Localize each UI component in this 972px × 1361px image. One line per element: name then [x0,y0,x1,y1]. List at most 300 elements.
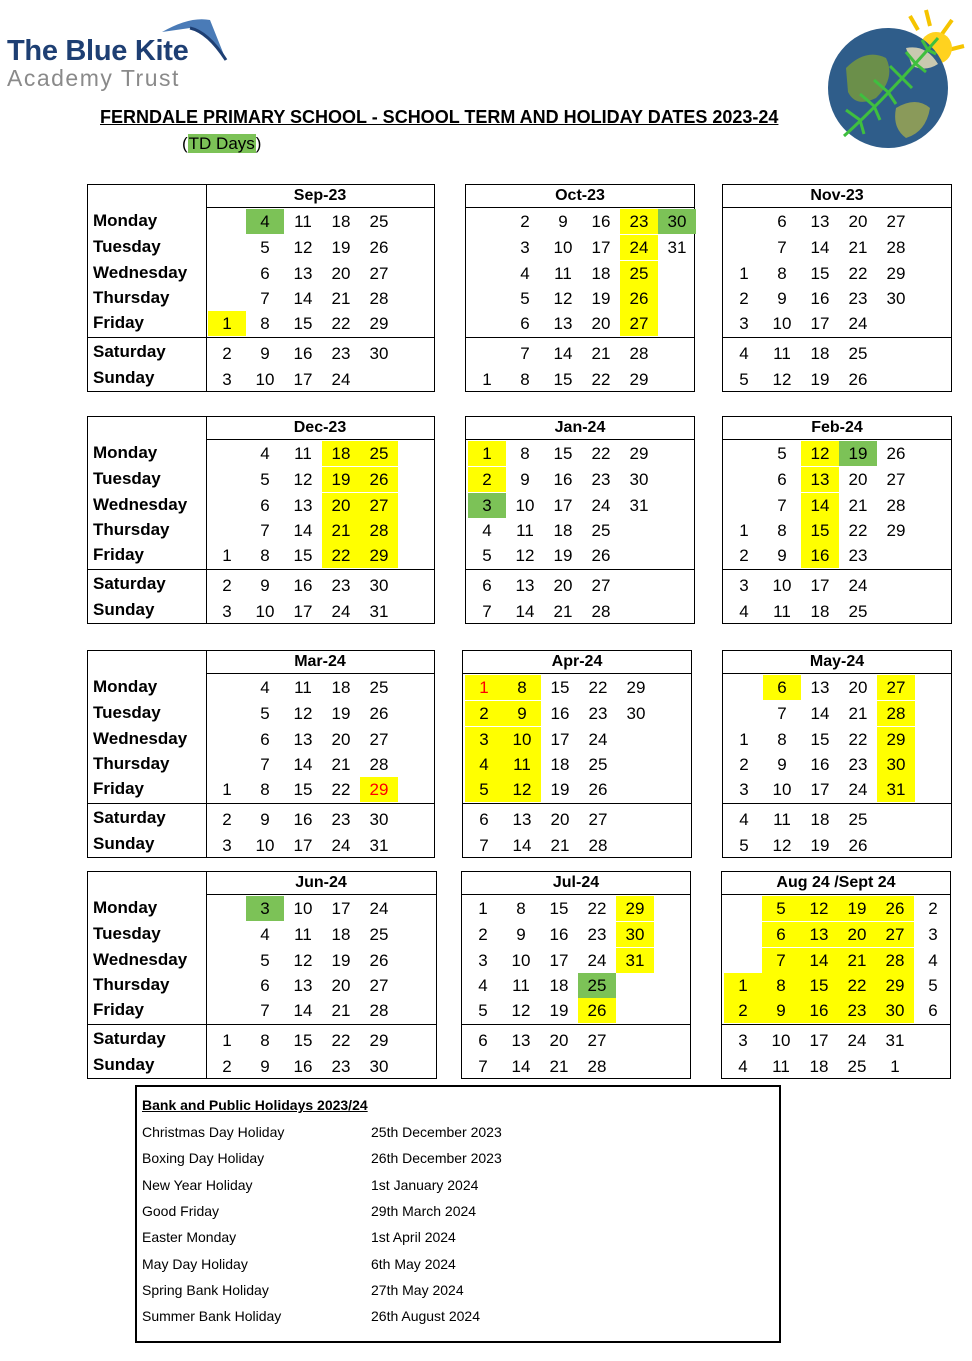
day-cell: 24 [620,235,658,260]
day-cell: 22 [588,678,608,697]
month-header: Oct-23 [466,185,694,208]
day-cell: 29 [877,727,915,752]
day-cell: 29 [616,896,654,921]
day-cell: 19 [331,238,351,257]
day-label: Thursday [93,754,170,773]
day-cell: 5 [777,444,787,463]
day-cell: 6 [478,1031,488,1050]
day-label: Monday [93,443,158,462]
day-cell: 2 [739,546,749,565]
day-cell: 4 [260,444,270,463]
month-aug-24-sept-24 [721,871,951,1079]
day-cell: 18 [331,925,351,944]
month-sep-23 [87,184,435,392]
day-cell: 23 [331,576,351,595]
day-cell: 25 [588,755,608,774]
td-days-label: TD Days [188,134,255,153]
holiday-date: 27th May 2024 [371,1281,464,1298]
day-cell: 22 [591,444,611,463]
day-cell: 1 [739,264,749,283]
day-cell: 23 [331,810,351,829]
day-cell: 7 [260,1001,270,1020]
day-cell: 27 [369,730,389,749]
day-label: Friday [93,545,145,564]
day-cell: 19 [549,1001,569,1020]
day-cell: 15 [810,264,830,283]
day-cell: 4 [739,602,749,621]
bank-holidays-title: Bank and Public Holidays 2023/24 [142,1097,368,1113]
day-cell: 25 [848,602,868,621]
day-cell: 27 [886,470,906,489]
day-cell: 2 [478,925,488,944]
day-cell: 4 [478,976,488,995]
day-cell: 1 [890,1057,900,1076]
day-label: Saturday [93,342,166,361]
holiday-date: 6th May 2024 [371,1255,456,1272]
day-cell: 3 [738,1031,748,1050]
day-cell: 15 [810,730,830,749]
day-cell: 25 [620,261,658,286]
day-cell: 27 [587,1031,607,1050]
day-cell: 7 [482,602,492,621]
day-cell: 26 [360,467,398,492]
day-cell: 5 [465,777,503,802]
day-cell: 20 [322,493,360,518]
weekend-divider [88,337,434,338]
day-cell: 1 [739,730,749,749]
day-cell: 8 [777,264,787,283]
day-cell: 17 [810,780,830,799]
day-cell: 28 [886,238,906,257]
day-label: Saturday [93,574,166,593]
day-cell: 10 [511,951,531,970]
month-header: Feb-24 [723,417,951,440]
day-cell: 1 [222,546,232,565]
day-cell: 9 [260,810,270,829]
day-cell: 10 [772,576,792,595]
day-cell: 25 [848,344,868,363]
day-cell: 14 [553,344,573,363]
day-cell: 2 [724,998,762,1023]
day-cell: 23 [620,209,658,234]
day-cell: 3 [222,836,232,855]
day-cell: 28 [588,836,608,855]
day-cell: 23 [331,344,351,363]
day-cell: 12 [772,836,792,855]
day-cell: 19 [550,780,570,799]
day-cell: 8 [516,899,526,918]
weekend-divider [88,1024,436,1025]
day-cell: 31 [369,836,389,855]
day-cell: 22 [848,521,868,540]
day-cell: 19 [810,370,830,389]
day-cell: 15 [801,518,839,543]
bank-holidays-box [135,1085,781,1343]
day-cell: 22 [848,264,868,283]
weekend-divider [723,337,951,338]
holiday-name: Christmas Day Holiday [142,1124,285,1140]
day-cell: 15 [293,1031,313,1050]
day-cell: 4 [739,344,749,363]
day-cell: 21 [553,602,573,621]
day-cell: 8 [777,521,787,540]
day-label: Tuesday [93,703,161,722]
day-cell: 12 [293,951,313,970]
weekend-divider [88,803,434,804]
day-label: Thursday [93,288,170,307]
day-cell: 19 [810,836,830,855]
day-cell: 15 [549,899,569,918]
day-cell: 9 [520,470,530,489]
day-cell: 23 [591,470,611,489]
day-cell: 15 [553,370,573,389]
day-cell: 23 [848,546,868,565]
day-cell: 11 [773,344,791,363]
day-cell: 29 [876,973,914,998]
day-cell: 10 [293,899,313,918]
day-cell: 23 [331,1057,351,1076]
day-cell: 2 [222,1057,232,1076]
day-cell: 5 [520,289,530,308]
day-cell: 3 [468,493,506,518]
day-cell: 16 [800,998,838,1023]
day-cell: 9 [777,289,787,308]
day-cell: 11 [773,810,791,829]
holiday-name: Summer Bank Holiday [142,1308,282,1325]
month-jan-24 [465,416,695,624]
holiday-date: 29th March 2024 [371,1202,477,1219]
day-cell: 18 [322,441,360,466]
day-cell: 12 [293,704,313,723]
day-cell: 2 [222,810,232,829]
day-cell: 24 [847,1031,867,1050]
day-cell: 19 [331,704,351,723]
day-cell: 7 [777,238,787,257]
day-cell: 30 [626,704,646,723]
day-cell: 6 [260,976,270,995]
day-cell: 20 [331,264,351,283]
day-cell: 14 [810,238,830,257]
day-cell: 5 [739,836,749,855]
day-cell: 6 [777,212,787,231]
day-cell: 18 [810,602,830,621]
day-cell: 3 [222,602,232,621]
weekend-divider [723,569,951,570]
day-cell: 29 [629,370,649,389]
day-cell: 24 [588,730,608,749]
month-oct-23 [465,184,695,392]
day-cell: 2 [739,289,749,308]
label-divider [206,872,207,1078]
td-days-legend [182,134,261,154]
day-cell: 28 [886,496,906,515]
day-cell: 10 [503,727,541,752]
day-cell: 4 [520,264,530,283]
month-header: Dec-23 [206,417,434,440]
day-cell: 22 [331,1031,351,1050]
day-cell: 11 [294,678,312,697]
day-cell: 30 [876,998,914,1023]
month-dec-23 [87,416,435,624]
day-cell: 13 [801,467,839,492]
day-cell: 20 [549,1031,569,1050]
day-cell: 11 [772,1057,790,1076]
day-cell: 26 [369,704,389,723]
day-cell: 13 [800,922,838,947]
day-cell: 22 [331,780,351,799]
day-cell: 8 [520,370,530,389]
day-cell: 26 [620,286,658,311]
day-cell: 13 [293,730,313,749]
day-cell: 20 [848,678,868,697]
day-cell: 6 [763,675,801,700]
holiday-name: Good Friday [142,1202,220,1219]
day-cell: 29 [626,678,646,697]
day-cell: 5 [260,704,270,723]
day-cell: 22 [587,899,607,918]
day-cell: 6 [482,576,492,595]
day-cell: 19 [839,441,877,466]
label-divider [206,651,207,857]
day-cell: 17 [331,899,351,918]
day-cell: 29 [886,264,906,283]
month-apr-24 [462,650,692,858]
day-cell: 28 [369,1001,389,1020]
day-cell: 25 [848,810,868,829]
day-cell: 21 [550,836,570,855]
day-cell: 14 [293,289,313,308]
day-cell: 19 [331,951,351,970]
day-cell: 29 [629,444,649,463]
day-cell: 28 [877,701,915,726]
day-cell: 6 [520,314,530,333]
day-cell: 1 [465,675,503,700]
day-cell: 2 [222,576,232,595]
day-cell: 9 [777,546,787,565]
day-cell: 7 [520,344,530,363]
day-cell: 8 [260,314,270,333]
day-label: Monday [93,211,158,230]
day-cell: 7 [260,289,270,308]
day-cell: 15 [553,444,573,463]
day-cell: 7 [777,496,787,515]
day-cell: 3 [739,314,749,333]
day-cell: 21 [331,289,351,308]
day-cell: 16 [549,925,569,944]
month-feb-24 [722,416,952,624]
day-cell: 8 [762,973,800,998]
day-cell: 27 [886,212,906,231]
day-label: Thursday [93,975,170,994]
day-cell: 28 [591,602,611,621]
day-cell: 31 [369,602,389,621]
day-cell: 26 [369,238,389,257]
weekend-divider [462,1024,690,1025]
day-label: Thursday [93,520,170,539]
logo-line-2: Academy Trust [7,65,180,91]
day-cell: 20 [553,576,573,595]
day-cell: 26 [876,896,914,921]
day-cell: 28 [629,344,649,363]
day-cell: 10 [515,496,535,515]
day-cell: 17 [810,576,830,595]
day-cell: 22 [848,730,868,749]
day-cell: 25 [847,1057,867,1076]
day-cell: 2 [465,701,503,726]
day-cell: 9 [762,998,800,1023]
day-cell: 11 [516,521,534,540]
day-cell: 3 [739,576,749,595]
day-cell: 17 [550,730,570,749]
day-cell: 9 [558,212,568,231]
day-cell: 17 [553,496,573,515]
day-cell: 10 [772,780,792,799]
day-cell: 28 [360,518,398,543]
day-cell: 17 [591,238,611,257]
day-cell: 24 [331,836,351,855]
day-cell: 10 [255,836,275,855]
day-cell: 14 [511,1057,531,1076]
day-cell: 20 [838,922,876,947]
day-label: Wednesday [93,729,188,748]
day-cell: 14 [293,1001,313,1020]
day-cell: 24 [591,496,611,515]
day-cell: 2 [222,344,232,363]
month-header: Nov-23 [723,185,951,208]
day-cell: 3 [478,951,488,970]
day-label: Wednesday [93,495,188,514]
day-cell: 17 [293,836,313,855]
holiday-date: 25th December 2023 [371,1124,502,1140]
day-cell: 25 [369,212,389,231]
day-label: Sunday [93,1055,155,1074]
day-cell: 5 [928,976,938,995]
day-label: Monday [93,677,158,696]
day-cell: 21 [331,755,351,774]
month-header: Sep-23 [206,185,434,208]
day-label: Tuesday [93,237,161,256]
day-cell: 3 [246,896,284,921]
day-cell: 25 [591,521,611,540]
day-cell: 29 [360,777,398,802]
day-cell: 27 [591,576,611,595]
holiday-name: Spring Bank Holiday [142,1281,269,1298]
day-cell: 22 [591,370,611,389]
day-label: Wednesday [93,263,188,282]
day-cell: 14 [293,755,313,774]
logo-line-1: The Blue Kite [7,35,189,67]
day-cell: 23 [848,289,868,308]
day-cell: 18 [331,678,351,697]
day-label: Tuesday [93,924,161,943]
day-cell: 24 [848,314,868,333]
holiday-date: 26th December 2023 [371,1150,502,1167]
day-cell: 29 [369,1031,389,1050]
day-cell: 30 [658,209,696,234]
day-cell: 27 [588,810,608,829]
day-cell: 31 [885,1031,905,1050]
day-cell: 31 [877,777,915,802]
day-cell: 10 [255,370,275,389]
day-cell: 17 [810,314,830,333]
day-cell: 17 [809,1031,829,1050]
month-header: Jan-24 [466,417,694,440]
day-cell: 13 [810,212,830,231]
day-cell: 13 [512,810,532,829]
day-cell: 8 [503,675,541,700]
day-cell: 30 [369,810,389,829]
month-header: May-24 [723,651,951,674]
day-cell: 18 [549,976,569,995]
weekend-divider [466,337,694,338]
day-cell: 4 [465,752,503,777]
day-cell: 25 [369,678,389,697]
day-cell: 8 [260,780,270,799]
month-header: Aug 24 /Sept 24 [722,872,950,895]
kite-icon [160,14,230,64]
day-label: Sunday [93,368,155,387]
day-cell: 4 [739,810,749,829]
day-cell: 2 [739,755,749,774]
td-open-paren: ( [182,134,188,153]
day-cell: 11 [294,444,312,463]
day-cell: 14 [800,948,838,973]
day-cell: 4 [738,1057,748,1076]
day-cell: 8 [520,444,530,463]
day-cell: 18 [550,755,570,774]
day-cell: 26 [886,444,906,463]
day-cell: 8 [260,1031,270,1050]
day-cell: 25 [360,441,398,466]
day-cell: 26 [848,370,868,389]
day-cell: 20 [848,212,868,231]
day-cell: 31 [667,238,687,257]
day-cell: 16 [553,470,573,489]
day-cell: 28 [369,755,389,774]
day-cell: 3 [520,238,530,257]
day-cell: 5 [482,546,492,565]
day-cell: 27 [369,264,389,283]
day-cell: 7 [260,521,270,540]
day-cell: 6 [260,730,270,749]
day-cell: 25 [578,973,616,998]
day-cell: 1 [222,1031,232,1050]
day-cell: 5 [739,370,749,389]
day-cell: 18 [810,810,830,829]
day-cell: 30 [616,922,654,947]
day-cell: 30 [369,344,389,363]
day-cell: 26 [848,836,868,855]
day-cell: 6 [260,264,270,283]
day-cell: 30 [629,470,649,489]
day-cell: 1 [478,899,488,918]
day-cell: 25 [369,925,389,944]
day-cell: 24 [331,370,351,389]
day-cell: 4 [482,521,492,540]
day-cell: 21 [848,704,868,723]
day-cell: 6 [777,470,787,489]
holiday-name: Boxing Day Holiday [142,1150,265,1167]
day-cell: 20 [550,810,570,829]
day-cell: 12 [293,470,313,489]
day-cell: 28 [587,1057,607,1076]
month-header: Jun-24 [206,872,436,895]
day-cell: 10 [772,314,792,333]
day-cell: 16 [810,289,830,308]
day-cell: 13 [553,314,573,333]
day-cell: 5 [478,1001,488,1020]
day-cell: 5 [762,896,800,921]
